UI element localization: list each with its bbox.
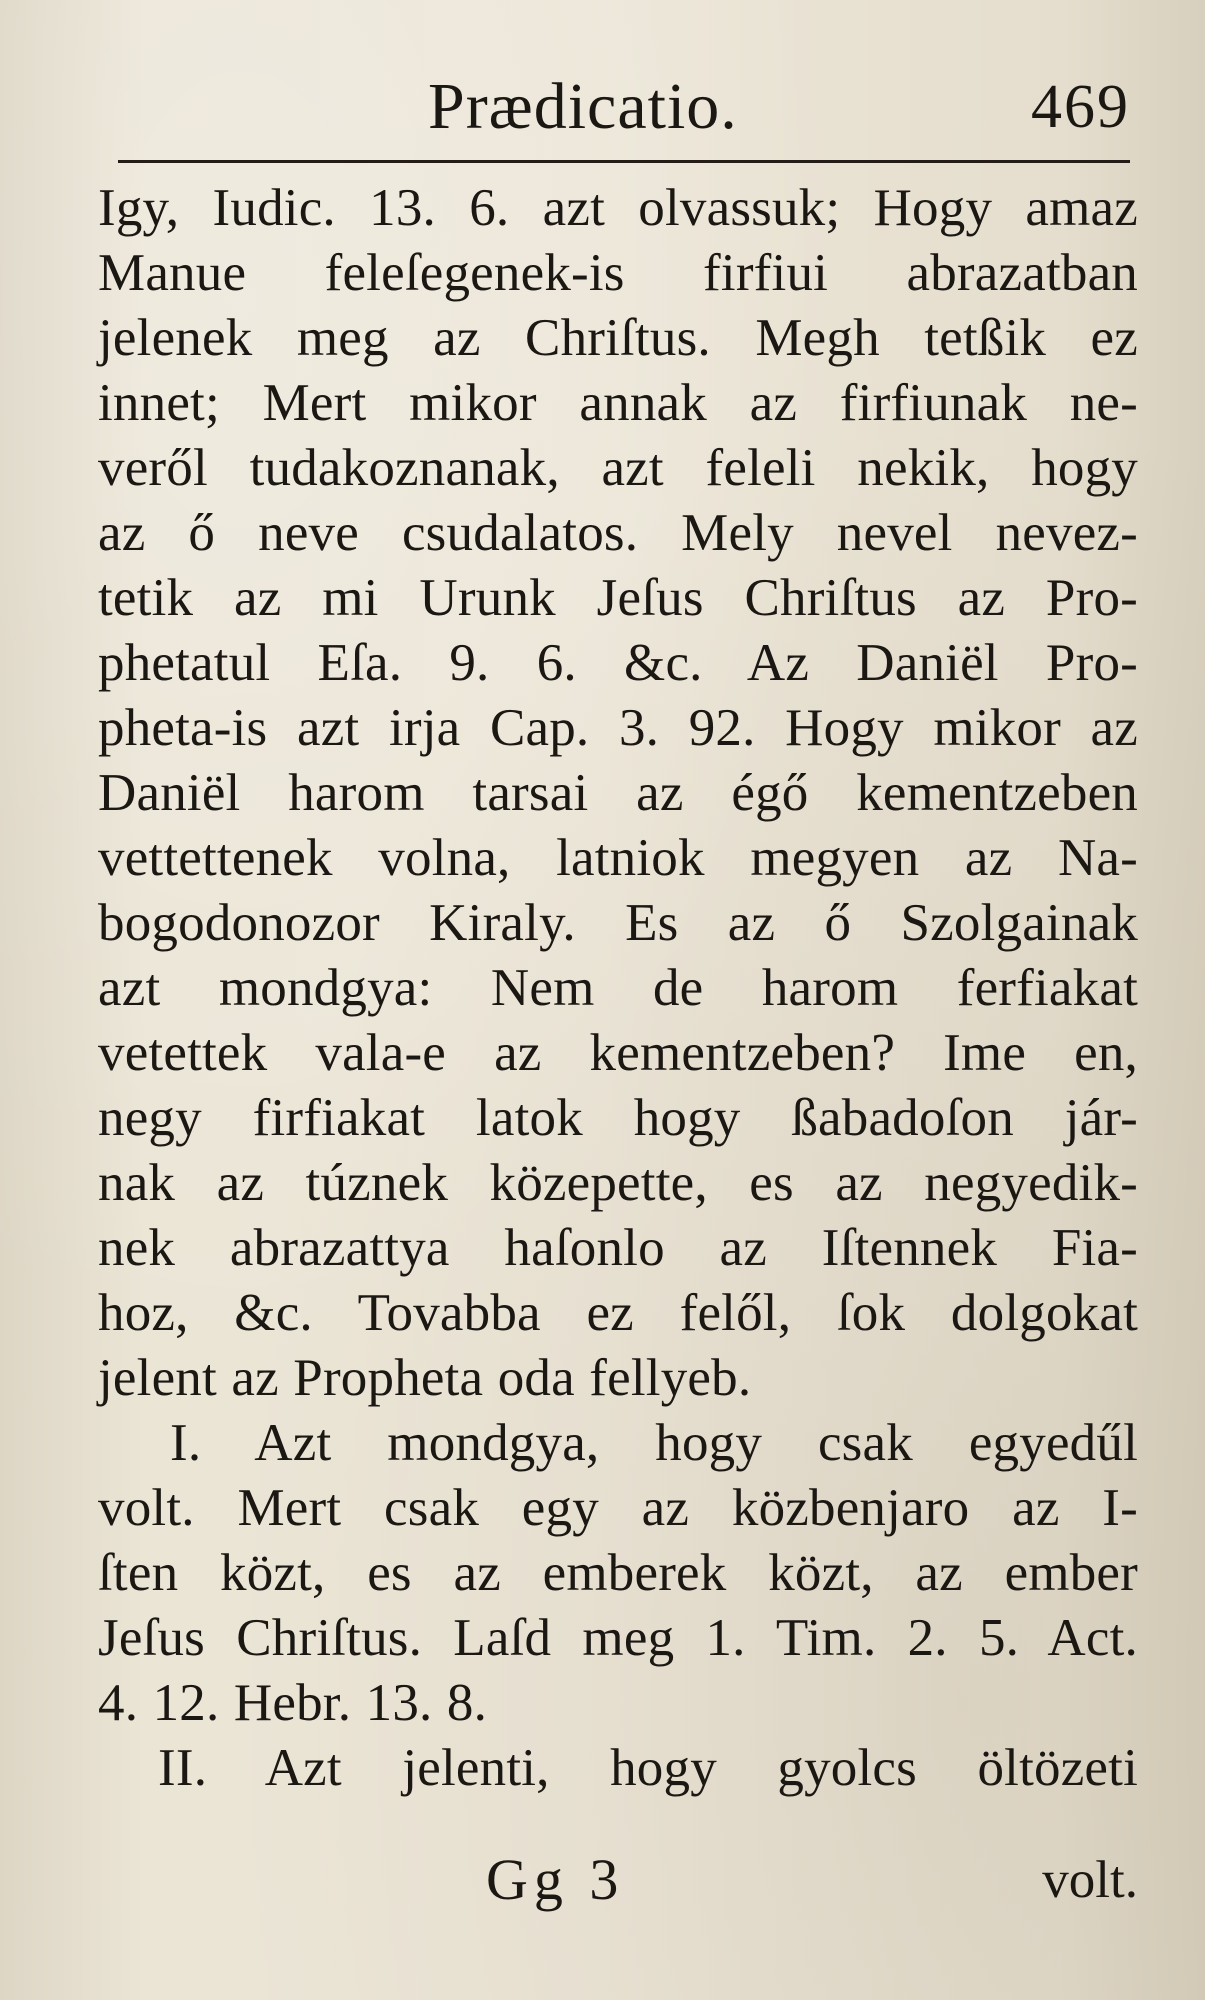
catchword: volt. (1042, 1851, 1138, 1909)
text-line: phetatul Eſa. 9. 6. &c. Az Daniël Pro- (98, 634, 1138, 692)
header-rule (118, 160, 1130, 163)
text-line: Manue feleſegenek-is firfiui abrazatban (98, 244, 1138, 302)
text-line: I. Azt mondgya, hogy csak egyedűl (170, 1414, 1138, 1472)
page-title: Prædicatio. (428, 70, 738, 143)
text-line: negy firfiakat latok hogy ßabadoſon jár- (98, 1089, 1138, 1147)
text-line: innet; Mert mikor annak az firfiunak ne- (98, 374, 1138, 432)
text-line: vettettenek volna, latniok megyen az Na- (98, 829, 1138, 887)
text-line: jelenek meg az Chriſtus. Megh tetßik ez (98, 309, 1138, 367)
page-number: 469 (1031, 73, 1130, 141)
text-line: azt mondgya: Nem de harom ferfiakat (98, 959, 1138, 1017)
text-line: nak az túznek közepette, es az negyedik- (98, 1154, 1138, 1212)
text-line: volt. Mert csak egy az közbenjaro az I- (98, 1479, 1138, 1537)
text-line: vetettek vala-e az kementzeben? Ime en, (98, 1024, 1138, 1082)
text-line: bogodonozor Kiraly. Es az ő Szolgainak (98, 894, 1138, 952)
text-line: 4. 12. Hebr. 13. 8. (98, 1674, 488, 1732)
text-line: pheta-is azt irja Cap. 3. 92. Hogy mikor az (98, 699, 1138, 757)
text-line: veről tudakoznanak, azt feleli nekik, hogy (98, 439, 1138, 497)
text-line: ſten közt, es az emberek közt, az ember (98, 1544, 1138, 1602)
body-text (98, 176, 1138, 1801)
text-line: hoz, &c. Tovabba ez felől, ſok dolgokat (98, 1284, 1138, 1342)
text-line: Jeſus Chriſtus. Laſd meg 1. Tim. 2. 5. Act. (98, 1609, 1138, 1667)
text-line: az ő neve csudalatos. Mely nevel nevez- (98, 504, 1138, 562)
text-line: Igy, Iudic. 13. 6. azt olvassuk; Hogy amaz (98, 179, 1138, 237)
text-line: jelent az Propheta oda fellyeb. (98, 1349, 752, 1407)
text-line: Daniël harom tarsai az égő kementzeben (98, 764, 1138, 822)
running-head (118, 62, 1130, 152)
page-footer (98, 1840, 1138, 1920)
text-line: tetik az mi Urunk Jeſus Chriſtus az Pro- (98, 569, 1138, 627)
text-line: nek abrazattya haſonlo az Iſtennek Fia- (98, 1219, 1138, 1277)
signature-mark: Gg 3 (486, 1847, 625, 1912)
text-line: II. Azt jelenti, hogy gyolcs öltözeti (158, 1739, 1138, 1797)
